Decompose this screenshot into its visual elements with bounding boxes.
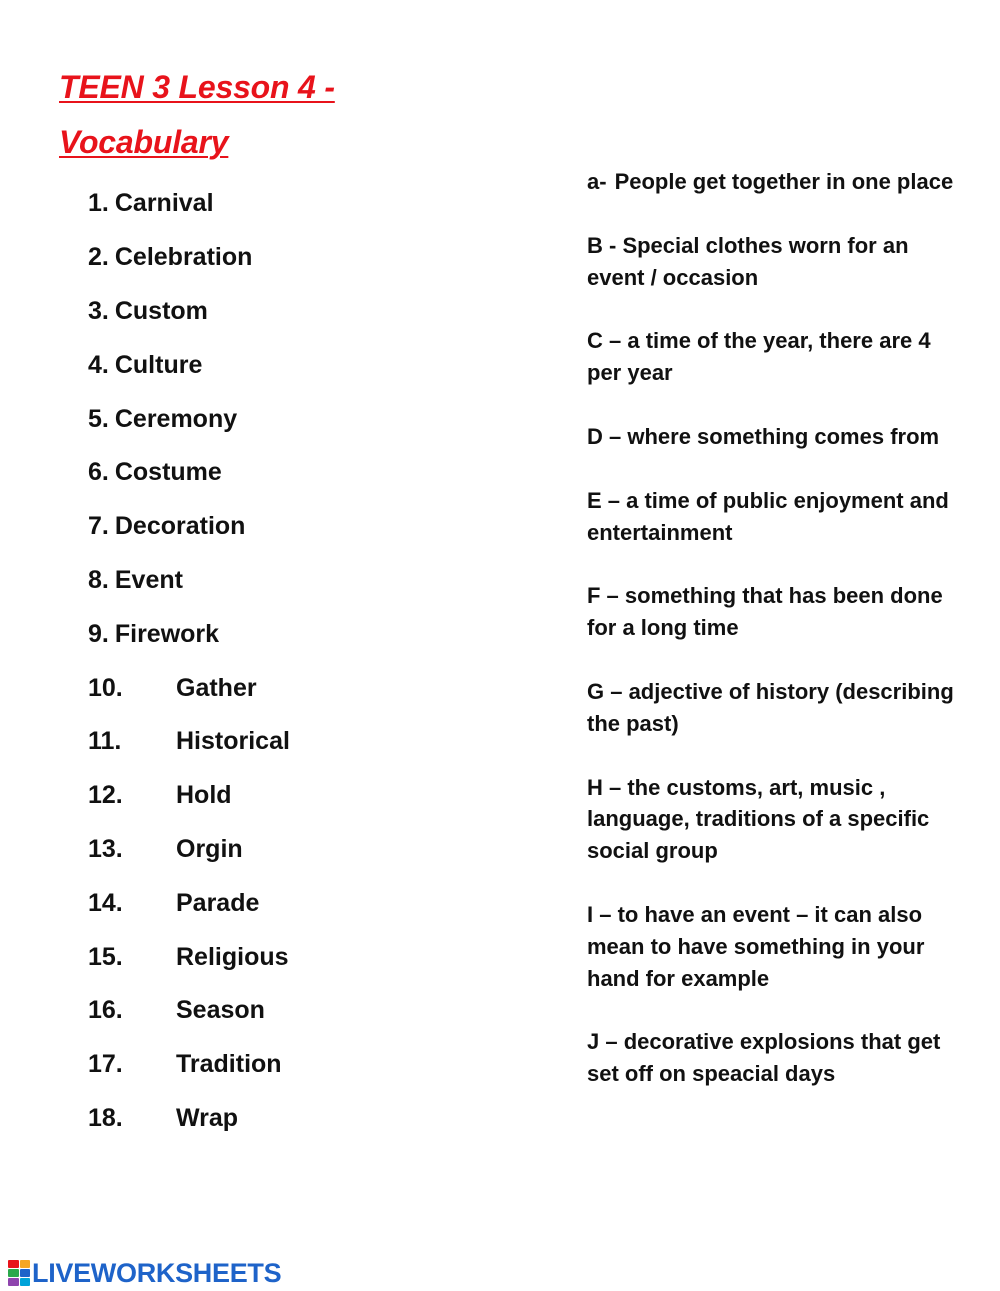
vocab-word: Religious <box>176 942 289 971</box>
vocab-item <box>88 823 290 877</box>
vocabulary-list <box>88 177 290 1145</box>
vocab-word: Custom <box>114 296 208 325</box>
definitions-list <box>587 166 957 1122</box>
definition-b: B - Special clothes worn for an event / occasion <box>587 232 909 290</box>
vocab-number: 3. <box>88 296 109 325</box>
vocab-word: Celebration <box>114 243 253 272</box>
vocab-word: Decoration <box>114 512 246 541</box>
definition-text: People get together in one place <box>614 169 954 194</box>
liveworksheets-logo-icon <box>8 1260 30 1286</box>
vocab-word: Carnival <box>114 189 214 218</box>
vocab-number: 5. <box>88 404 109 433</box>
vocab-item <box>88 554 290 608</box>
vocab-item <box>88 338 290 392</box>
vocab-item <box>88 607 290 661</box>
liveworksheets-logo[interactable] <box>8 1258 281 1288</box>
vocab-item <box>88 231 290 285</box>
vocab-item <box>88 715 290 769</box>
logo-text: LIVEWORKSHEETS <box>32 1257 282 1288</box>
vocab-item <box>88 661 290 715</box>
vocab-number: 6. <box>88 458 109 487</box>
vocab-word: Hold <box>176 781 232 810</box>
definition-e: E – a time of public enjoyment and entertainment <box>587 487 949 545</box>
vocab-item <box>88 1038 290 1092</box>
vocab-number: 13. <box>88 834 123 863</box>
definition-j: J – decorative explosions that get set off on speacial days <box>587 1029 941 1087</box>
title-line-1: TEEN 3 Lesson 4 - <box>59 69 335 105</box>
definition-marker: a- <box>587 169 607 194</box>
definition-c: C – a time of the year, there are 4 per year <box>587 328 931 386</box>
vocab-word: Culture <box>114 350 203 379</box>
vocab-item <box>88 177 290 231</box>
vocab-word: Tradition <box>176 1050 282 1079</box>
vocab-number: 7. <box>88 512 109 541</box>
definition-a <box>587 166 957 198</box>
vocab-number: 1. <box>88 189 109 218</box>
vocab-item <box>88 500 290 554</box>
vocab-number: 16. <box>88 996 123 1025</box>
vocab-number: 18. <box>88 1103 123 1132</box>
vocab-number: 9. <box>88 619 109 648</box>
vocab-word: Ceremony <box>114 404 238 433</box>
vocab-word: Firework <box>114 619 220 648</box>
definition-g: G – adjective of history (describing the past) <box>587 678 954 736</box>
definition-d: D – where something comes from <box>587 423 940 449</box>
vocab-word: Gather <box>176 673 257 702</box>
title-line-2: Vocabulary <box>59 124 229 160</box>
vocab-number: 11. <box>88 727 122 756</box>
vocab-item <box>88 392 290 446</box>
vocab-word: Season <box>176 996 265 1025</box>
vocab-word: Parade <box>176 888 260 917</box>
vocab-word: Orgin <box>176 834 243 863</box>
vocab-word: Wrap <box>176 1103 239 1132</box>
definition-f: F – something that has been done for a long time <box>587 583 943 641</box>
vocab-item <box>88 1092 290 1146</box>
vocab-item <box>88 930 290 984</box>
vocab-number: 2. <box>88 243 109 272</box>
vocab-item <box>88 446 290 500</box>
vocab-number: 10. <box>88 673 123 702</box>
vocab-number: 12. <box>88 781 123 810</box>
vocab-item <box>88 285 290 339</box>
vocab-number: 14. <box>88 888 123 917</box>
vocab-number: 15. <box>88 942 123 971</box>
vocab-item <box>88 984 290 1038</box>
worksheet-title <box>59 60 389 170</box>
vocab-item <box>88 876 290 930</box>
vocab-number: 17. <box>88 1050 123 1079</box>
definition-i: I – to have an event – it can also mean to have something in your hand for example <box>587 901 925 991</box>
vocab-item <box>88 769 290 823</box>
vocab-number: 8. <box>88 565 109 594</box>
vocab-word: Event <box>114 565 183 594</box>
vocab-number: 4. <box>88 350 109 379</box>
vocab-word: Costume <box>114 458 222 487</box>
definition-h: H – the customs, art, music , language, traditions of a specific social group <box>587 774 930 864</box>
vocab-word: Historical <box>176 727 290 756</box>
